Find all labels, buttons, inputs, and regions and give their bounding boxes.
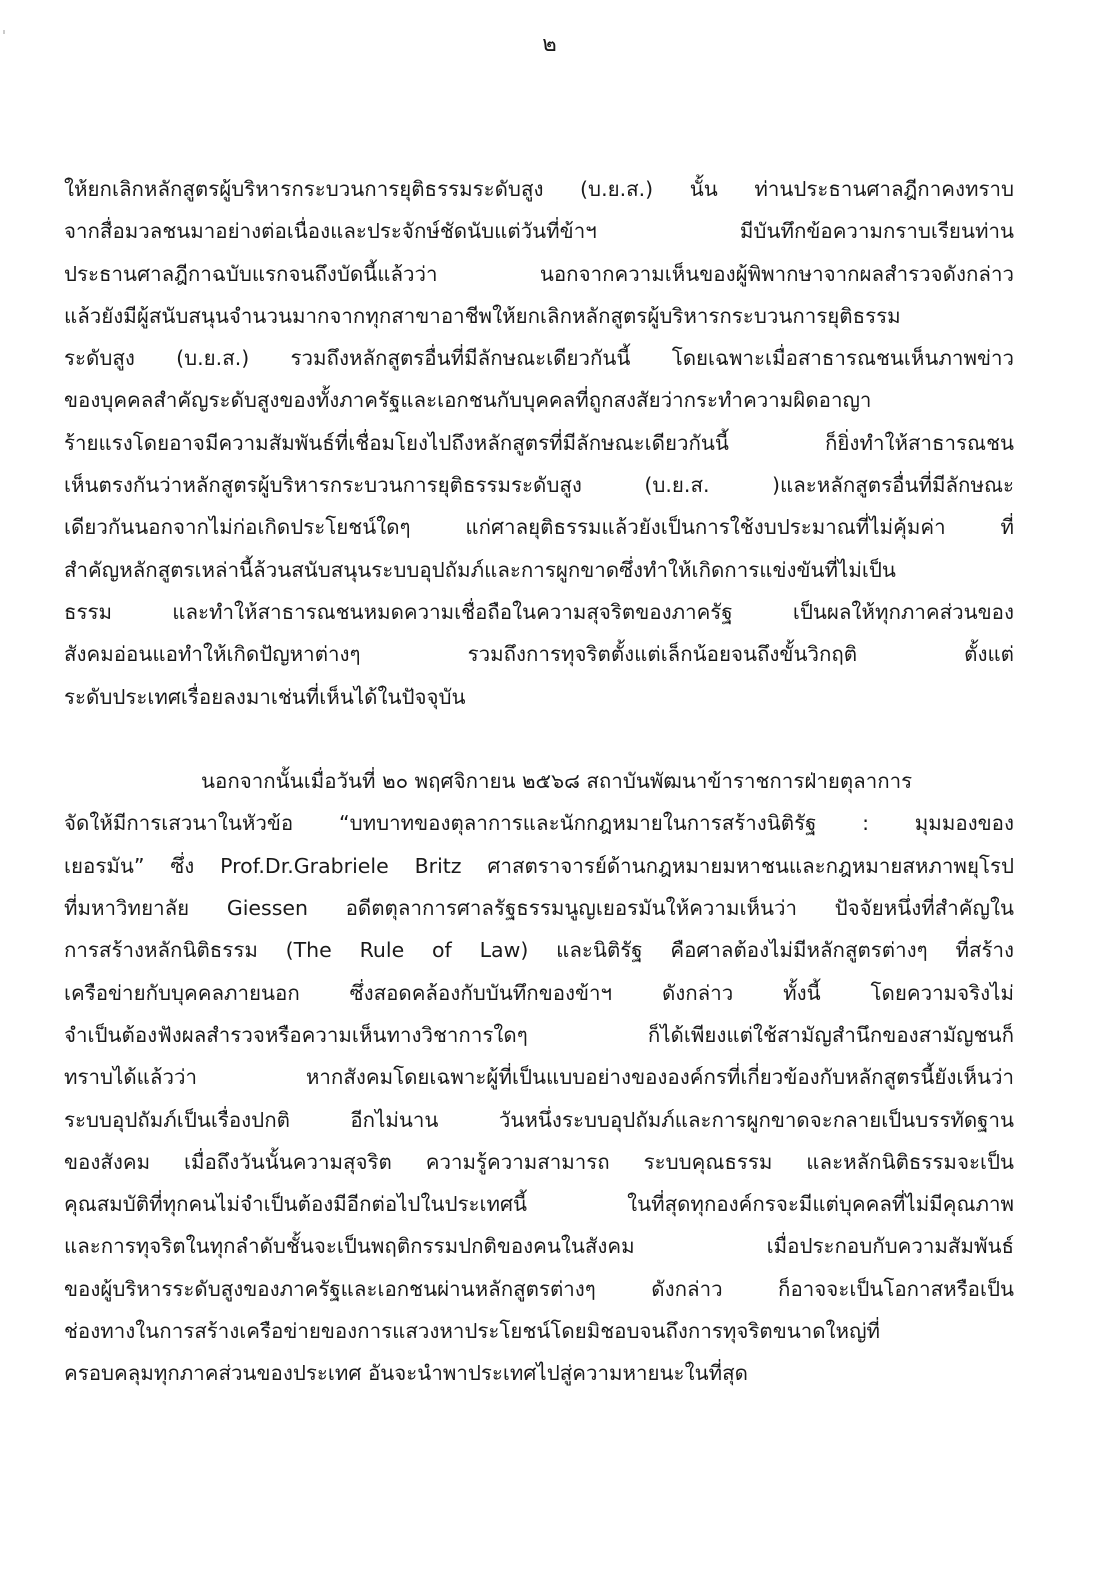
text-line: สังคมอ่อนแอทำให้เกิดปัญหาต่างๆ รวมถึงการทุจริตตั้งแต่เล็กน้อยจนถึงขั้นวิกฤติ ตั้งแต่	[64, 642, 1014, 667]
text-line: ประธานศาลฎีกาฉบับแรกจนถึงบัดนี้แล้วว่า นอกจากความเห็นของผู้พิพากษาจากผลสำรวจดังกล่าว	[64, 261, 1014, 286]
page-number: ๒	[542, 32, 557, 57]
text-line: ระดับสูง (บ.ย.ส.) รวมถึงหลักสูตรอื่นที่มีลักษณะเดียวกันนี้ โดยเฉพาะเมื่อสาธารณชนเห็นภาพข่าว	[64, 346, 1014, 371]
text-line: ของสังคม เมื่อถึงวันนั้นความสุจริต ความรู้ความสามารถ ระบบคุณธรรม และหลักนิติธรรมจะเป็น	[64, 1149, 1014, 1174]
text-line: คุณสมบัติที่ทุกคนไม่จำเป็นต้องมีอีกต่อไปในประเทศนี้ ในที่สุดทุกองค์กรจะมีแต่บุคคลที่ไม่มีคุณภาพ	[64, 1192, 1014, 1217]
text-line: ช่องทางในการสร้างเครือข่ายของการแสวงหาประโยชน์โดยมิชอบจนถึงการทุจริตขนาดใหญ่ที่	[64, 1319, 881, 1344]
paragraph-spacer	[64, 718, 1014, 760]
paragraph-1	[64, 168, 1014, 718]
text-line: ให้ยกเลิกหลักสูตรผู้บริหารกระบวนการยุติธรรมระดับสูง (บ.ย.ส.) นั้น ท่านประธานศาลฎีกาคงทราบ	[64, 177, 1014, 201]
text-line: ของบุคคลสำคัญระดับสูงของทั้งภาครัฐและเอกชนกับบุคคลที่ถูกสงสัยว่ากระทำความผิดอาญา	[64, 388, 872, 413]
text-line: เห็นตรงกันว่าหลักสูตรผู้บริหารกระบวนการยุติธรรมระดับสูง (บ.ย.ส. )และหลักสูตรอื่นที่มีลักษณะ	[64, 473, 1014, 498]
text-line: และการทุจริตในทุกลำดับชั้นจะเป็นพฤติกรรมปกติของคนในสังคม เมื่อประกอบกับความสัมพันธ์	[64, 1234, 1014, 1259]
text-line: เยอรมัน” ซึ่ง Prof.Dr.Grabriele Britz ศาสตราจารย์ด้านกฎหมายมหาชนและกฎหมายสหภาพยุโรป	[64, 853, 1014, 878]
text-line: การสร้างหลักนิติธรรม (The Rule of Law) และนิติรัฐ คือศาลต้องไม่มีหลักสูตรต่างๆ ที่สร้าง	[64, 938, 1014, 963]
text-line: ระบบอุปถัมภ์เป็นเรื่องปกติ อีกไม่นาน วันหนึ่งระบบอุปถัมภ์และการผูกขาดจะกลายเป็นบรรทัดฐาน	[64, 1107, 1014, 1132]
text-line: จัดให้มีการเสวนาในหัวข้อ “บทบาทของตุลาการและนักกฎหมายในการสร้างนิติรัฐ : มุมมองของ	[64, 811, 1014, 836]
text-line: เดียวกันนอกจากไม่ก่อเกิดประโยชน์ใดๆ แก่ศาลยุติธรรมแล้วยังเป็นการใช้งบประมาณที่ไม่คุ้มค่า ที่	[64, 515, 1014, 540]
text-line-indented: นอกจากนั้นเมื่อวันที่ ๒๐ พฤศจิกายน ๒๕๖๘ สถาบันพัฒนาข้าราชการฝ่ายตุลาการ	[201, 769, 913, 794]
text-line: ร้ายแรงโดยอาจมีความสัมพันธ์ที่เชื่อมโยงไปถึงหลักสูตรที่มีลักษณะเดียวกันนี้ ก็ยิ่งทำให้สาธารณชน	[64, 430, 1014, 455]
text-line: แล้วยังมีผู้สนับสนุนจำนวนมากจากทุกสาขาอาชีพให้ยกเลิกหลักสูตรผู้บริหารกระบวนการยุติธรรม	[64, 303, 901, 328]
text-line: จากสื่อมวลชนมาอย่างต่อเนื่องและประจักษ์ชัดนับแต่วันที่ข้าฯ มีบันทึกข้อความกราบเรียนท่าน	[64, 219, 1014, 244]
text-line: ทราบได้แล้วว่า หากสังคมโดยเฉพาะผู้ที่เป็นแบบอย่างขององค์กรที่เกี่ยวข้องกับหลักสูตรนี้ยังเห็นว่า	[64, 1065, 1014, 1090]
paragraph-2	[64, 760, 1014, 1394]
text-line: ธรรม และทำให้สาธารณชนหมดความเชื่อถือในความสุจริตของภาครัฐ เป็นผลให้ทุกภาคส่วนของ	[64, 599, 1014, 624]
text-line: จำเป็นต้องฟังผลสำรวจหรือความเห็นทางวิชาการใดๆ ก็ได้เพียงแต่ใช้สามัญสำนึกของสามัญชนก็	[64, 1022, 1014, 1047]
document-body	[64, 168, 1014, 1395]
text-line-last: ระดับประเทศเรื่อยลงมาเช่นที่เห็นได้ในปัจจุบัน	[64, 684, 466, 709]
text-line: ของผู้บริหารระดับสูงของภาครัฐและเอกชนผ่านหลักสูตรต่างๆ ดังกล่าว ก็อาจจะเป็นโอกาสหรือเป็น	[64, 1276, 1014, 1301]
text-line-last: ครอบคลุมทุกภาคส่วนของประเทศ อันจะนำพาประเทศไปสู่ความหายนะในที่สุด	[64, 1361, 748, 1386]
text-line: ที่มหาวิทยาลัย Giessen อดีตตุลาการศาลรัฐธรรมนูญเยอรมันให้ความเห็นว่า ปัจจัยหนึ่งที่สำคัญใน	[64, 896, 1014, 921]
text-line: สำคัญหลักสูตรเหล่านี้ล้วนสนับสนุนระบบอุปถัมภ์และการผูกขาดซึ่งทำให้เกิดการแข่งขันที่ไม่เป็น	[64, 557, 896, 582]
text-line: เครือข่ายกับบุคคลภายนอก ซึ่งสอดคล้องกับบันทึกของข้าฯ ดังกล่าว ทั้งนี้ โดยความจริงไม่	[64, 980, 1014, 1005]
